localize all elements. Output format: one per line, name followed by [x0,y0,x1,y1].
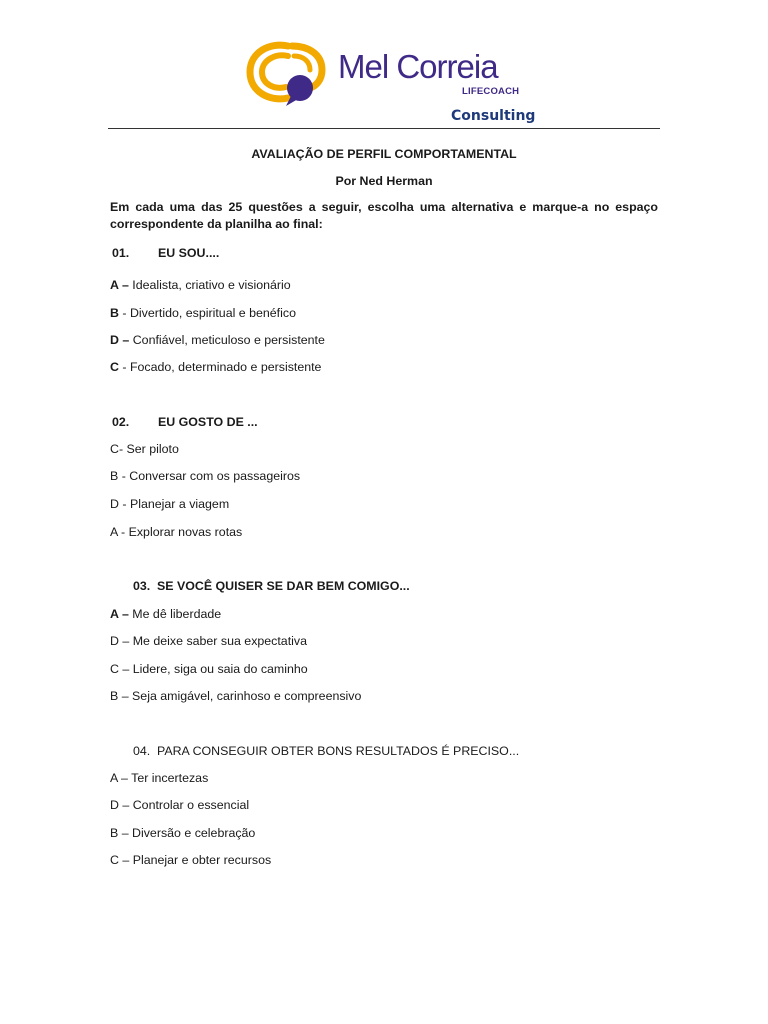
option-letter: A [110,278,119,292]
instructions-paragraph: Em cada uma das 25 questões a seguir, escolha uma alternativa e marque-a no espaço correspondente da planilha ao final: [110,200,658,231]
answer-option: D - Planejar a viagem [110,497,230,511]
answer-option [110,277,291,293]
question-text: PARA CONSEGUIR OBTER BONS RESULTADOS É PRECISO... [157,744,520,758]
question-number: 02. [112,415,130,429]
answer-option: C- Ser piloto [110,442,179,456]
consulting-subtitle: Consulting [451,108,536,124]
answer-option: A - Explorar novas rotas [110,525,243,539]
question-number: 01. [112,246,130,260]
question-text: EU SOU.... [158,246,220,260]
speech-bubble-logo-icon [244,40,328,108]
question-heading [133,578,410,594]
document-author: Por Ned Herman [335,174,433,188]
answer-option [110,359,321,375]
answer-option: B – Diversão e celebração [110,826,256,840]
answer-option [110,305,296,321]
option-text: Idealista, criativo e visionário [132,278,291,292]
option-text: Me dê liberdade [132,607,222,621]
question-text: SE VOCÊ QUISER SE DAR BEM COMIGO... [157,579,410,593]
answer-option: D – Me deixe saber sua expectativa [110,634,307,648]
option-text: Focado, determinado e persistente [129,360,322,374]
answer-option: B - Conversar com os passageiros [110,469,301,483]
question-text: EU GOSTO DE ... [158,415,258,429]
question-heading [112,245,219,261]
option-separator: – [118,333,133,347]
option-letter: C [110,360,119,374]
answer-option [110,332,325,348]
answer-option [110,606,221,622]
option-letter: D [110,333,119,347]
option-letter: B [110,306,119,320]
answer-option: C – Planejar e obter recursos [110,853,272,867]
question-heading [112,414,258,430]
brand-name: Mel Correia [338,48,498,85]
option-separator: - [118,306,130,320]
question-number: 03. [133,579,151,593]
option-text: Divertido, espiritual e benéfico [129,306,296,320]
answer-option: D – Controlar o essencial [110,798,250,812]
option-text: Confiável, meticuloso e persistente [132,333,325,347]
question-heading [133,743,519,759]
option-separator: – [118,278,133,292]
answer-option: A – Ter incertezas [110,771,209,785]
option-separator: - [118,360,130,374]
option-separator: – [118,607,133,621]
answer-option: C – Lidere, siga ou saia do caminho [110,662,308,676]
question-number: 04. [133,744,151,758]
brand-logo [244,40,544,110]
brand-tagline: LIFECOACH [462,86,520,97]
answer-option: B – Seja amigável, carinhoso e compreensivo [110,689,362,703]
document-title: AVALIAÇÃO DE PERFIL COMPORTAMENTAL [251,147,517,161]
option-letter: A [110,607,119,621]
header-divider [108,128,660,129]
